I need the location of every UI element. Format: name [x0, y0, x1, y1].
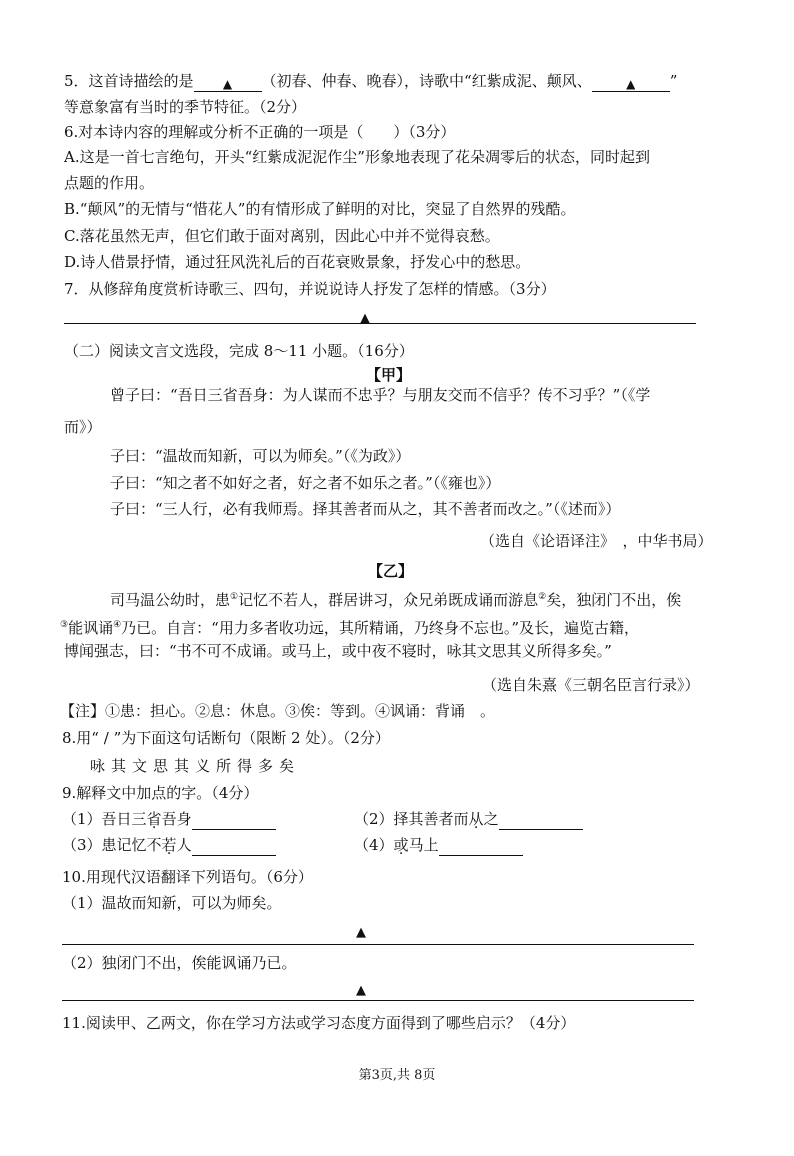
q7-answer-marker: ▲: [360, 311, 370, 326]
q7-stem: 7．从修辞角度赏析诗歌三、四句，并说说诗人抒发了怎样的情感。（3分）: [64, 280, 556, 298]
q9-item-2: （2）择其善者而从之: [354, 808, 583, 830]
q9-item-4: （4）或马上: [354, 834, 523, 856]
q5-line2: 等意象富有当时的季节特征。（2分）: [64, 98, 307, 116]
yi-para-line2: ③能讽诵④乃已。自言：“用力多者收功远，其所精诵，乃终身不忘也。”及长，遍览古籍，: [60, 619, 640, 637]
q9-answer-4[interactable]: [439, 839, 523, 856]
q6-option-d[interactable]: D.诗人借景抒情，通过狂风洗礼后的百花衰败景象，抒发心中的愁思。: [64, 253, 531, 271]
q6-option-a[interactable]: A.这是一首七言绝句，开头“红紫成泥泥作尘”形象地表现了花朵凋零后的状态，同时起到: [64, 148, 650, 166]
q10-stem: 10.用现代汉语翻译下列语句。（6分）: [62, 868, 313, 886]
q10-answer-2-line[interactable]: [62, 1000, 694, 1001]
yi-source: （选自朱熹《三朝名臣言行录》）: [482, 676, 700, 694]
q8-stem: 8.用“ / ”为下面这句话断句（限断 2 处）。（2分）: [62, 729, 390, 747]
q10-answer-1-line[interactable]: [62, 944, 694, 945]
q9-item-1: （1）吾日三省吾身: [62, 808, 276, 830]
q5-blank-2[interactable]: ▲: [592, 75, 670, 92]
yi-title: 【乙】: [368, 562, 414, 580]
q7-answer-line[interactable]: [64, 323, 696, 324]
yi-para-line1: 司马温公幼时，患①记忆不若人，群居讲习，众兄弟既成诵而游息②矣，独闭门不出，俟: [110, 591, 682, 609]
q6-stem: 6.对本诗内容的理解或分析不正确的一项是（ ）（3分）: [64, 123, 456, 141]
jia-para2: 子曰：“温故而知新，可以为师矣。”（《为政》）: [110, 447, 411, 465]
jia-para4: 子曰：“三人行，必有我师焉。择其善者而从之，其不善者而改之。”（《述而》）: [110, 500, 621, 518]
q11-stem: 11.阅读甲、乙两文，你在学习方法或学习态度方面得到了哪些启示？（4分）: [62, 1014, 576, 1032]
q6-option-b[interactable]: B.“颠风”的无情与“惜花人”的有情形成了鲜明的对比，突显了自然界的残酷。: [64, 200, 576, 218]
jia-para1: 曾子曰：“吾日三省吾身：为人谋而不忠乎？与朋友交而不信乎？传不习乎？”（《学: [110, 386, 651, 404]
dotted-char: 或: [393, 836, 409, 854]
dotted-char: 省: [146, 810, 162, 828]
q10-answer-1-marker: ▲: [356, 925, 366, 940]
q10-sentence-1: （1）温故而知新，可以为师矣。: [62, 894, 282, 912]
q9-item-3: （3）患记忆不若人: [62, 834, 276, 856]
q9-answer-3[interactable]: [192, 839, 276, 856]
q10-sentence-2: （2）独闭门不出，俟能讽诵乃已。: [62, 954, 297, 972]
jia-para3: 子曰：“知之者不如好之者，好之者不如乐之者。”（《雍也》）: [110, 474, 501, 492]
q5-line1: 5．这首诗描绘的是 ▲ （初春、仲春、晚春），诗歌中“红紫成泥、颠风、 ▲ ”: [64, 72, 678, 91]
yi-para-line3: 博闻强志，曰：“书不可不成诵。或马上，或中夜不寝时，咏其文思其义所得多矣。”: [64, 642, 612, 660]
q10-answer-2-marker: ▲: [356, 983, 366, 998]
q6-option-c[interactable]: C.落花虽然无声，但它们敢于面对离别，因此心中并不觉得哀愁。: [64, 227, 500, 245]
q8-sentence[interactable]: 咏其文思其义所得多矣: [90, 757, 301, 775]
q9-answer-2[interactable]: [499, 813, 583, 830]
section2-heading: （二）阅读文言文选段，完成 8～11 小题。（16分）: [64, 342, 414, 360]
jia-title: 【甲】: [366, 366, 412, 384]
q9-stem: 9.解释文中加点的字。（4分）: [62, 784, 259, 802]
jia-source: （选自《论语译注》 ，中华书局）: [480, 532, 713, 550]
q6-option-a-cont: 点题的作用。: [64, 174, 155, 192]
dotted-char: 从: [468, 810, 484, 828]
q9-answer-1[interactable]: [192, 813, 276, 830]
annotation-note: 【注】①患：担心。②息：休息。③俟：等到。④讽诵：背诵 。: [60, 702, 496, 720]
jia-para1-cont: 而》）: [64, 418, 102, 436]
q5-blank-1[interactable]: ▲: [194, 75, 262, 92]
page-number: 第3页,共 8页: [358, 1068, 436, 1083]
dotted-char: 若: [161, 836, 177, 854]
